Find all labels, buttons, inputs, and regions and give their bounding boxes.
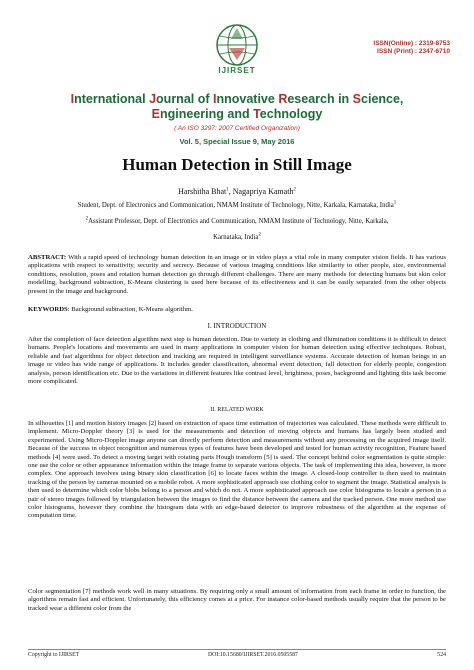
journal-title-part: I — [213, 92, 217, 106]
journal-title-part: S — [352, 92, 362, 106]
journal-title — [30, 92, 444, 122]
section-heading-introduction: I. INTRODUCTION — [207, 322, 267, 330]
color-segmentation-text: Color segmentation [7] methods work well in many situations. By requiring only a small amount of information from each frame in order to function, the algorithms remain fast and efficient. Unfortunately, this efficiency comes at a price. For instance color-based methods usually require that the person to be tracked wear a different color from the — [28, 588, 446, 612]
affiliation-3 — [28, 233, 446, 242]
author-name: , Nagapriya Kamath — [228, 187, 294, 196]
journal-title-part: R — [278, 92, 288, 106]
affiliation-text: Karnataka, India — [213, 234, 259, 241]
journal-title-part: T — [253, 107, 260, 121]
keywords-label: KEYWORDS — [28, 306, 68, 313]
journal-title-line1 — [30, 92, 444, 107]
journal-title-part: ngineering and — [160, 107, 254, 121]
affiliation-sup: 2 — [258, 232, 261, 238]
keywords-text: : Background subtraction, K-Means algorithm. — [67, 306, 193, 313]
journal-title-part: J — [149, 92, 157, 106]
affiliation-1 — [28, 201, 446, 210]
journal-title-part: nnovative — [216, 92, 279, 106]
journal-title-part: echnology — [259, 107, 323, 121]
journal-title-part: ournal of — [156, 92, 213, 106]
journal-title-part: E — [151, 107, 161, 121]
logo-text: IJIRSET — [218, 66, 256, 75]
abstract-text: With a rapid speed of technology human detection in an image or in video plays a vital role in many computer vision fields. It has various applications with respect to sensitivity, security and secrecy. Because of various imaging conditions like similarity to other people, size, environmental conditions, resolution, poses and rotation human detection go through different challenges. There are many methods for detecting humans but skin color modelling, background subtraction, K-Means clustering is used here because of its effectiveness and it can be easily separated from the other objects present in the image and background. — [28, 254, 446, 295]
related-work-text: In silhouettes [1] and motion history images [2] based on extraction of space time estimation of trajectories was calculated. These methods were difficult to implement. Micro-Doppler theory [3] is used for the measurements and detection of moving objects and humans has largely been studied and experimented. Using Micro-Doppler image anyone can directly perform detection and measurements without any processing on the acquired image itself. Because of the success in object recognition and numerous types of features have been developed and tested for human activity recognition, Feature based methods [4] were used. To detect a moving target with rotating parts Hough transform [5] is used. The concept behind color segmentation is quite simple: one use the color or other appearance information within the image frame to separate various objects. The task of implementing this idea, however, is more complex. One approach involves using binary skin classification [6] to locate faces within the image. A closed-loop controller is then used to maintain tracking of the person by cameras mounted on a mobile robot. A more sophisticated approach use clothing color to segment the image. Statistical analysis is then used to determine which color blobs belong to a person and which do not. A more sophisticated approach use color histograms to locate a person in a pair of stereo images followed by triangulation between the images to find the distance between the camera and the tracked person. One more method use color histograms, however they combine the histogram data with an edge-based detector to improve robustness of the algorithm at the expense of computation time. — [28, 420, 446, 520]
globe-logo-icon — [214, 22, 260, 68]
journal-title-line2 — [30, 107, 444, 122]
affiliation-2 — [28, 217, 446, 226]
footer-doi: DOI:10.15680/IJIRSET.2016.0505587 — [208, 652, 298, 658]
certification-line: ( An ISO 3297: 2007 Certified Organization) — [174, 125, 300, 132]
issn-block — [373, 40, 450, 56]
journal-title-part: I — [70, 92, 75, 106]
abstract-label: ABSTRACT: — [28, 254, 67, 261]
volume-line: Vol. 5, Special Issue 9, May 2016 — [179, 137, 295, 146]
journal-title-part: cience, — [361, 92, 404, 106]
journal-logo — [200, 22, 274, 75]
affiliation-text: Assistant Professor, Dept. of Electronics and Communication, NMAM Institute of Technology, Nitte, Karkala, — [88, 218, 389, 225]
footer-copyright: Copyright to IJIRSET — [28, 652, 80, 658]
affiliation-sup: 1 — [393, 200, 397, 206]
author-sup: 2 — [293, 187, 296, 193]
affiliation-text: Student, Dept. of Electronics and Communication, NMAM Institute of Technology, Nitte, Karkala, Karnataka, India — [77, 202, 394, 209]
issn-online: ISSN(Online) : 2319-8753 — [373, 40, 450, 47]
affiliation-sup: 2 — [85, 216, 89, 222]
journal-title-part: esearch in — [287, 92, 353, 106]
footer-page-number: 524 — [437, 652, 446, 658]
author-sup: 1 — [226, 187, 229, 193]
footer-divider — [28, 649, 446, 650]
paper-title: Human Detection in Still Image — [122, 155, 352, 174]
keywords — [28, 306, 446, 314]
author-name: Harshitha Bhat — [178, 187, 227, 196]
section-heading-related-work: II. RELATED WORK — [210, 407, 264, 413]
journal-title-part: nternational — [74, 92, 150, 106]
author-line — [0, 187, 474, 196]
abstract — [28, 254, 446, 296]
issn-print: ISSN (Print) : 2347-6710 — [377, 48, 450, 55]
introduction-text: After the completion of face detection algorithm next step is human detection. Due to variety in clothing and illumination conditions it is difficult to detect humans. People's locations and movements are used in many applications in computer vision for human detection using effective techniques. Robust, reliable and fast algorithms for object detection and tracking are required in intelligent surveillance systems. Accurate detection of human beings in an image or video has wide range of applications. It includes gender classification, abnormal event detection, fall detection for elderly people, congestion analysis, person identification etc. Due to the variations in different features like contrast level, brightness, poses, background and lighting this task become more complicated. — [28, 336, 446, 386]
